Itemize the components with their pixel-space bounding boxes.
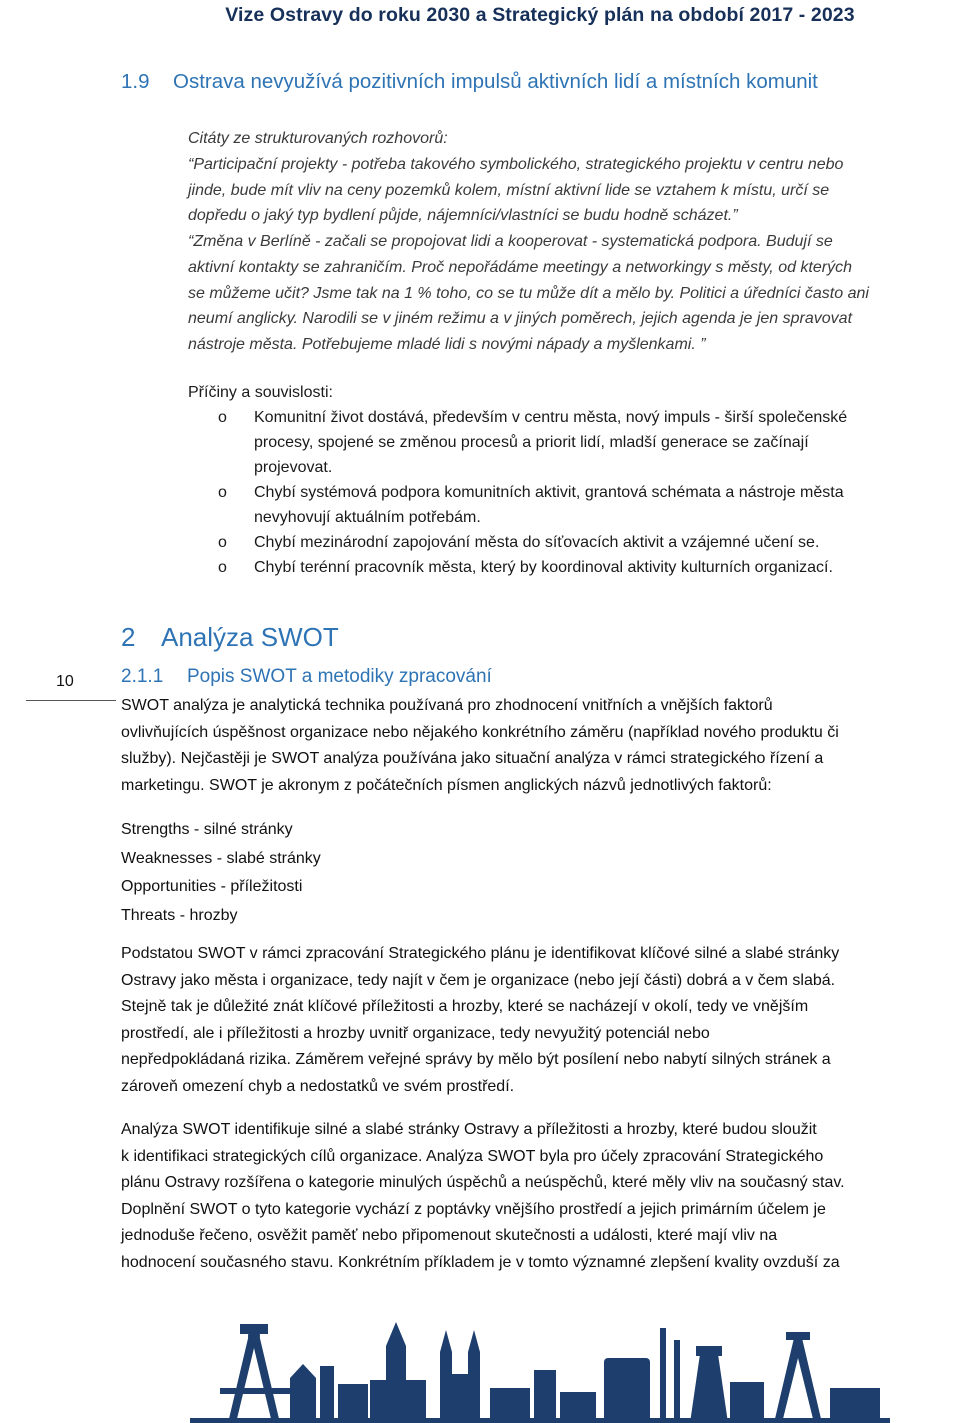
- text-line: hodnocení současného stavu. Konkrétním příkladem je v tomto významné zlepšení kvality ovzduší za: [121, 1253, 840, 1271]
- causes-heading: Příčiny a souvislosti:: [188, 384, 333, 401]
- text-line: Analýza SWOT identifikuje silné a slabé stránky Ostravy a příležitosti a hrozby, které budou sloužit: [121, 1121, 817, 1138]
- text-line: ovlivňujících úspěšnost organizace nebo nějakého konkrétního záměru (například nového produktu či: [121, 723, 839, 741]
- text-line: nepředpokládaná rizika. Záměrem veřejné správy by mělo být posílení nebo nabytí silných stránek a: [121, 1051, 831, 1069]
- text-line: marketingu. SWOT je akronym z počátečních písmen anglických názvů jednotlivých faktorů:: [121, 776, 772, 794]
- swot-list: [121, 816, 959, 931]
- cause-line: Chybí systémová podpora komunitních aktivit, grantová schémata a nástroje města: [254, 484, 844, 501]
- quote-line: aktivní kontakty se zahraničím. Proč nepořádáme meetingy a networkingy s městy, od kterých: [188, 258, 852, 276]
- page-number: 10: [56, 673, 74, 690]
- text-line: Ostravy jako města i organizace, tedy najít v čem je organizace (nebo její části) dobrá a v čem slabá.: [121, 971, 836, 989]
- chapter-number: 2: [121, 622, 136, 652]
- quote-line: nástroje města. Potřebujeme mladé lidi s novými nápady a myšlenkami. ”: [188, 335, 706, 353]
- section-title: Ostrava nevyužívá pozitivních impulsů aktivních lidí a místních komunit: [173, 70, 818, 93]
- document-header-title: Vize Ostravy do roku 2030 a Strategický plán na období 2017 - 2023: [225, 4, 855, 26]
- text-line: služby). Nejčastěji je SWOT analýza používána jako situační analýza v rámci strategického řízení a: [121, 750, 824, 768]
- chapter-heading: [121, 622, 339, 653]
- cause-line: Chybí terénní pracovník města, který by koordinoval aktivity kulturních organizací.: [254, 559, 833, 576]
- quote-line: se můžeme učit? Jsme tak na 1 % toho, co se tu může dít a mělo by. Politici a úředníci často ani: [188, 284, 869, 302]
- chapter-title: Analýza SWOT: [161, 622, 339, 652]
- text-line: zároveň omezení chyb a nedostatků ve svém prostředí.: [121, 1077, 515, 1095]
- text-line: plánu Ostravy rozšířena o kategorie minulých úspěchů a neúspěchů, které měly vliv na současný stav.: [121, 1174, 845, 1192]
- quotes-body: [188, 152, 958, 358]
- bullet-marker: o: [218, 484, 227, 501]
- section-heading: [121, 70, 818, 94]
- bullet-marker: o: [218, 409, 227, 426]
- swot-item-threats: Threats - hrozby: [121, 907, 238, 925]
- text-line: jednoduše řečeno, osvěžit paměť nebo připomenout skutečnosti a události, které mají vliv na: [121, 1227, 778, 1245]
- causes-block: [188, 380, 948, 580]
- intro-paragraph: [121, 693, 959, 799]
- text-line: SWOT analýza je analytická technika používaná pro zhodnocení vnitřních a vnějších faktorů: [121, 697, 773, 714]
- cause-line: nevyhovují aktuálním potřebám.: [254, 509, 481, 526]
- page-number-rule: [26, 700, 116, 701]
- list-item: [188, 530, 948, 555]
- paragraph-swot-purpose: [121, 941, 959, 1101]
- list-item: [188, 480, 948, 530]
- quote-line: neumí anglicky. Narodili se v jiném režimu a v jiných poměrech, jejich agenda je jen spravovat: [188, 310, 853, 328]
- bullet-marker: o: [218, 534, 227, 551]
- ostrava-skyline-icon: [190, 1318, 890, 1423]
- bullet-marker: o: [218, 559, 227, 576]
- cause-line: projevovat.: [254, 459, 333, 476]
- swot-item-opportunities: Opportunities - příležitosti: [121, 878, 303, 896]
- quote-line: “Participační projekty - potřeba takového symbolického, strategického projektu v centru nebo: [188, 156, 844, 173]
- quote-line: jinde, bude mít vliv na ceny pozemků kolem, místní aktivní lide se vztahem k místu, určí se: [188, 181, 830, 199]
- cause-line: Chybí mezinárodní zapojování města do síťovacích aktivit a vzájemné učení se.: [254, 534, 820, 551]
- text-line: prostředí, ale i příležitosti a hrozby uvnitř organizace, tedy nevyužitý potenciál nebo: [121, 1024, 710, 1042]
- text-line: k identifikaci strategických cílů organizace. Analýza SWOT byla pro účely zpracování Strategického: [121, 1147, 824, 1165]
- quote-line: “Změna v Berlíně - začali se propojovat lidi a kooperovat - systematická podpora. Budují se: [188, 233, 833, 251]
- section-number: 1.9: [121, 70, 150, 93]
- paragraph-swot-extension: [121, 1117, 959, 1277]
- cause-line: procesy, spojené se změnou procesů a priorit lidí, mladší generace se začínají: [254, 434, 809, 451]
- swot-item-strengths: Strengths - silné stránky: [121, 821, 293, 838]
- text-line: Stejně tak je důležité znát klíčové příležitosti a hrozby, které se nacházejí v okolí, tedy ve vnějším: [121, 998, 809, 1016]
- cause-line: Komunitní život dostává, především v centru města, nový impuls - širší společenské: [254, 409, 848, 426]
- swot-item-weaknesses: Weaknesses - slabé stránky: [121, 849, 321, 867]
- text-line: Doplnění SWOT o tyto kategorie vychází z poptávky vnějšího prostředí a jejich primárním účelem je: [121, 1200, 826, 1218]
- subsection-heading: [121, 666, 492, 688]
- quote-line: dopředu o jaký typ bydlení půjde, nájemníci/vlastníci se budu hodně scházet.”: [188, 207, 738, 225]
- list-item: [188, 405, 948, 480]
- quotes-heading: Citáty ze strukturovaných rozhovorů:: [188, 130, 448, 147]
- subsection-number: 2.1.1: [121, 666, 164, 687]
- subsection-title: Popis SWOT a metodiky zpracování: [187, 666, 492, 687]
- text-line: Podstatou SWOT v rámci zpracování Strategického plánu je identifikovat klíčové silné a slabé stránky: [121, 945, 840, 962]
- list-item: [188, 555, 948, 580]
